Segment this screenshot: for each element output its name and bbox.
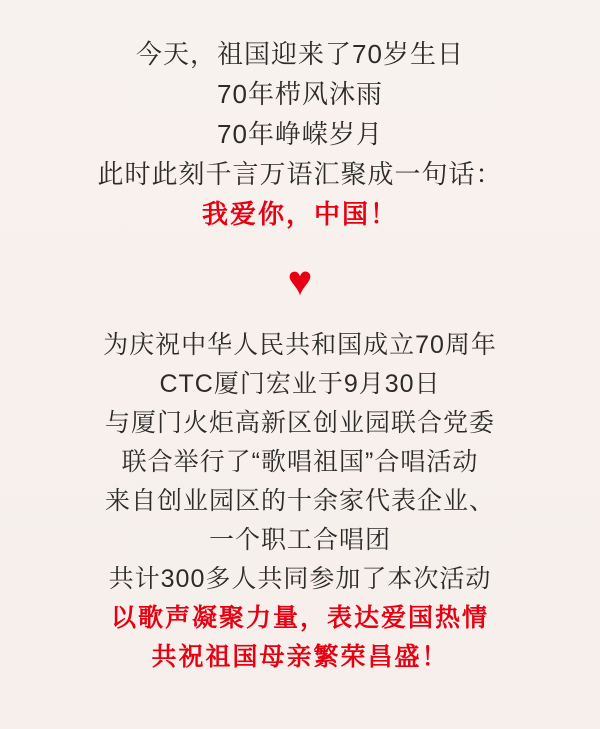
event-line-4: 联合举行了“歌唱祖国”合唱活动	[121, 448, 479, 476]
event-line-5: 来自创业园区的十余家代表企业、	[104, 487, 495, 515]
event-line-2: CTC厦门宏业于9月30日	[159, 370, 441, 398]
event-line-1: 为庆祝中华人民共和国成立70周年	[103, 331, 497, 359]
event-line-8-highlight: 以歌声凝聚力量，表达爱国热情	[110, 604, 489, 632]
greeting-line-4: 此时此刻千言万语汇聚成一句话：	[97, 159, 503, 189]
heart-icon: ♥	[287, 257, 313, 304]
event-line-7: 共计300多人共同参加了本次活动	[108, 565, 492, 593]
greeting-line-2: 70年栉风沐雨	[217, 79, 383, 109]
event-line-9-highlight: 共祝祖国母亲繁荣昌盛！	[151, 643, 449, 671]
event-line-3: 与厦门火炬高新区创业园联合党委	[104, 409, 495, 437]
greeting-line-3: 70年峥嵘岁月	[217, 119, 383, 149]
event-line-6: 一个职工合唱团	[208, 526, 391, 554]
greeting-block	[0, 34, 600, 234]
greeting-line-1: 今天，祖国迎来了70岁生日	[136, 39, 464, 69]
divider	[288, 258, 313, 304]
event-description-block	[0, 326, 600, 677]
greeting-line-5-highlight: 我爱你，中国！	[201, 199, 398, 229]
